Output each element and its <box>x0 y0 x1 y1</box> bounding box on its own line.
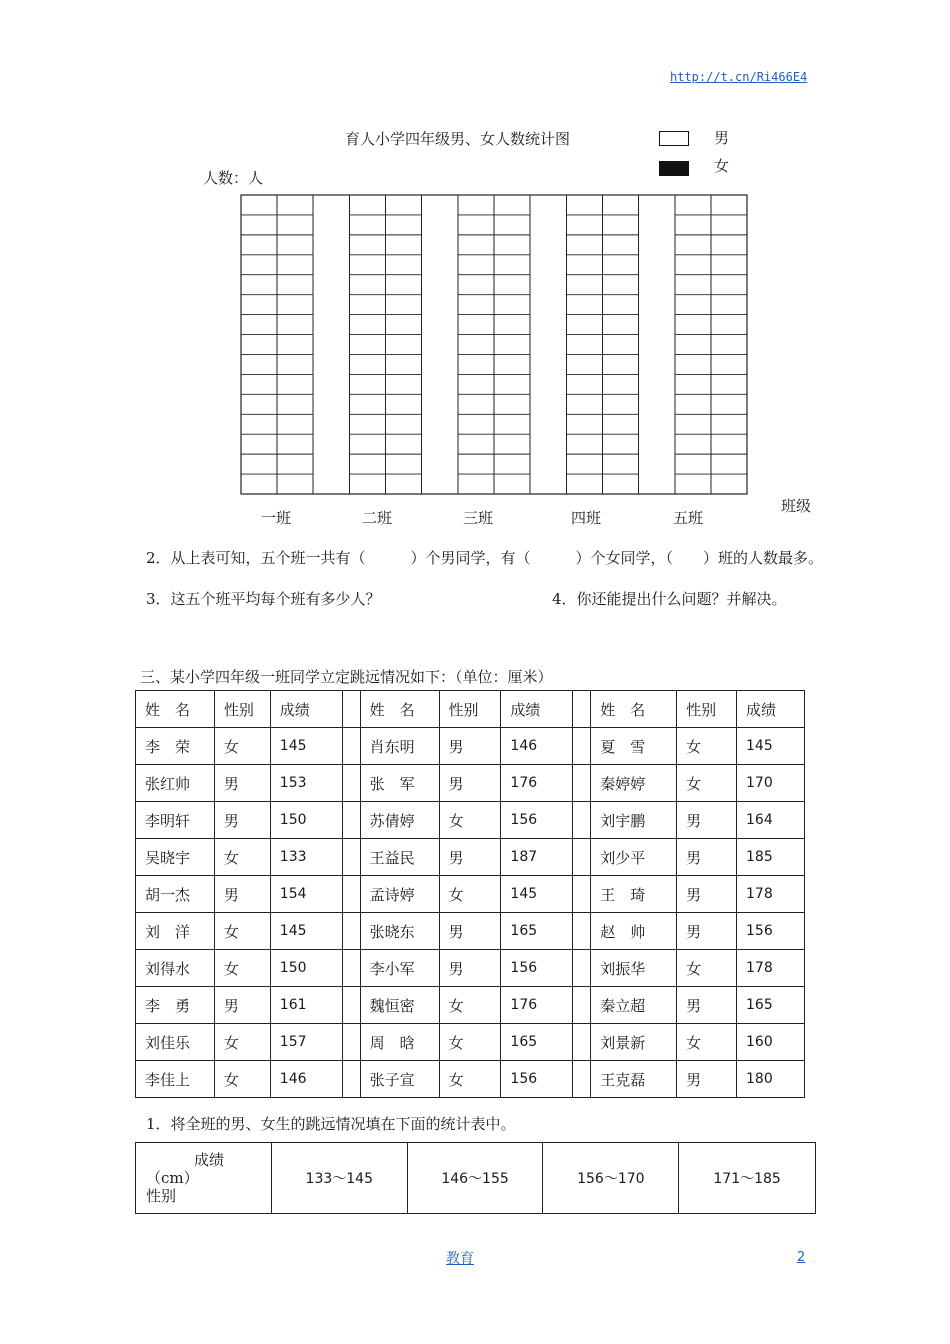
section-3-title: 三、某小学四年级一班同学立定跳远情况如下：（单位：厘米） <box>140 668 553 686</box>
student-name: 夏 雪 <box>591 728 677 765</box>
student-gender: 女 <box>214 1024 270 1061</box>
student-gender: 男 <box>439 913 501 950</box>
student-name: 张晓东 <box>360 913 439 950</box>
student-gender: 女 <box>677 728 737 765</box>
student-gender: 男 <box>214 802 270 839</box>
student-name: 李明轩 <box>136 802 215 839</box>
student-gender: 女 <box>214 950 270 987</box>
student-score: 145 <box>501 876 573 913</box>
student-score: 145 <box>270 728 342 765</box>
student-score: 164 <box>737 802 805 839</box>
range-cell-2: 146～155 <box>407 1143 543 1214</box>
student-gender: 女 <box>439 987 501 1024</box>
column-gap <box>573 839 591 876</box>
legend-female-label: 女 <box>714 157 730 175</box>
student-score: 161 <box>270 987 342 1024</box>
student-score: 157 <box>270 1024 342 1061</box>
column-gap <box>342 802 360 839</box>
student-score: 156 <box>501 1061 573 1098</box>
stat-table-row <box>136 1143 816 1214</box>
student-name: 李小军 <box>360 950 439 987</box>
header-gender: 性别 <box>214 691 270 728</box>
column-gap <box>342 1061 360 1098</box>
student-gender: 男 <box>677 1061 737 1098</box>
column-gap <box>573 802 591 839</box>
stat-corner-cell <box>136 1143 272 1214</box>
student-name: 赵 帅 <box>591 913 677 950</box>
student-gender: 男 <box>214 876 270 913</box>
column-gap <box>573 987 591 1024</box>
jump-results-table <box>135 690 805 1098</box>
student-name: 苏倩婷 <box>360 802 439 839</box>
table-row <box>136 728 805 765</box>
student-gender: 女 <box>214 839 270 876</box>
student-gender: 女 <box>439 802 501 839</box>
student-score: 187 <box>501 839 573 876</box>
range-cell-4: 171～185 <box>679 1143 816 1214</box>
student-gender: 女 <box>214 913 270 950</box>
student-name: 李 勇 <box>136 987 215 1024</box>
student-score: 160 <box>737 1024 805 1061</box>
column-gap <box>342 913 360 950</box>
student-gender: 男 <box>677 802 737 839</box>
student-gender: 女 <box>677 1024 737 1061</box>
student-name: 秦婷婷 <box>591 765 677 802</box>
student-gender: 女 <box>439 876 501 913</box>
student-gender: 男 <box>214 765 270 802</box>
table-row <box>136 839 805 876</box>
student-name: 周 晗 <box>360 1024 439 1061</box>
student-score: 156 <box>501 950 573 987</box>
header-score: 成绩 <box>270 691 342 728</box>
legend-female-swatch <box>659 161 689 176</box>
student-name: 张子宣 <box>360 1061 439 1098</box>
student-score: 150 <box>270 802 342 839</box>
table-header-row <box>136 691 805 728</box>
header-score: 成绩 <box>737 691 805 728</box>
header-name: 姓 名 <box>360 691 439 728</box>
table-row <box>136 876 805 913</box>
student-score: 153 <box>270 765 342 802</box>
student-score: 176 <box>501 987 573 1024</box>
student-name: 张 军 <box>360 765 439 802</box>
column-gap <box>342 728 360 765</box>
student-name: 刘振华 <box>591 950 677 987</box>
question-3: 3．这五个班平均每个班有多少人？ <box>146 590 381 608</box>
table-row <box>136 987 805 1024</box>
column-gap <box>573 950 591 987</box>
student-gender: 男 <box>439 839 501 876</box>
student-score: 156 <box>501 802 573 839</box>
student-gender: 男 <box>439 765 501 802</box>
question-4: 4．你还能提出什么问题？并解决。 <box>552 590 787 608</box>
student-name: 魏恒密 <box>360 987 439 1024</box>
student-gender: 女 <box>214 728 270 765</box>
student-score: 145 <box>737 728 805 765</box>
student-name: 吴晓宇 <box>136 839 215 876</box>
header-score: 成绩 <box>501 691 573 728</box>
student-name: 王克磊 <box>591 1061 677 1098</box>
column-gap <box>573 1061 591 1098</box>
column-gap <box>573 1024 591 1061</box>
student-name: 肖东明 <box>360 728 439 765</box>
column-gap <box>342 839 360 876</box>
corner-unit-label: （cm） <box>146 1169 199 1187</box>
student-name: 刘少平 <box>591 839 677 876</box>
student-score: 185 <box>737 839 805 876</box>
student-gender: 男 <box>439 728 501 765</box>
student-score: 170 <box>737 765 805 802</box>
table-row <box>136 765 805 802</box>
chart-grid <box>240 194 752 498</box>
student-name: 刘宇鹏 <box>591 802 677 839</box>
student-score: 180 <box>737 1061 805 1098</box>
table-row <box>136 913 805 950</box>
column-gap <box>342 691 360 728</box>
table-row <box>136 950 805 987</box>
student-score: 178 <box>737 950 805 987</box>
column-gap <box>342 765 360 802</box>
footer-edu-link[interactable]: 教育 <box>446 1251 474 1267</box>
student-score: 150 <box>270 950 342 987</box>
student-score: 178 <box>737 876 805 913</box>
chart-title: 育人小学四年级男、女人数统计图 <box>345 130 571 148</box>
legend-male-label: 男 <box>714 129 730 147</box>
student-score: 154 <box>270 876 342 913</box>
range-cell-1: 133～145 <box>271 1143 407 1214</box>
page-number: 2 <box>797 1250 806 1265</box>
column-gap <box>573 913 591 950</box>
student-gender: 男 <box>677 987 737 1024</box>
table-row <box>136 1061 805 1098</box>
x-axis-title: 班级 <box>781 497 812 515</box>
student-score: 145 <box>270 913 342 950</box>
corner-score-label: 成绩 <box>194 1151 225 1169</box>
student-gender: 男 <box>214 987 270 1024</box>
column-gap <box>342 950 360 987</box>
header-name: 姓 名 <box>136 691 215 728</box>
student-name: 刘 洋 <box>136 913 215 950</box>
student-score: 156 <box>737 913 805 950</box>
header-gender: 性别 <box>677 691 737 728</box>
question-2: 2．从上表可知，五个班一共有（ ）个男同学，有（ ）个女同学，（ ）班的人数最多。 <box>146 549 824 567</box>
student-gender: 男 <box>677 876 737 913</box>
header-name: 姓 名 <box>591 691 677 728</box>
student-name: 李 荣 <box>136 728 215 765</box>
student-score: 176 <box>501 765 573 802</box>
student-score: 133 <box>270 839 342 876</box>
student-name: 王 琦 <box>591 876 677 913</box>
student-name: 刘得水 <box>136 950 215 987</box>
student-gender: 男 <box>439 950 501 987</box>
student-name: 李佳上 <box>136 1061 215 1098</box>
student-name: 刘佳乐 <box>136 1024 215 1061</box>
column-gap <box>342 987 360 1024</box>
student-name: 刘景新 <box>591 1024 677 1061</box>
column-gap <box>342 876 360 913</box>
x-tick-label-class3: 三班 <box>463 509 494 527</box>
student-gender: 女 <box>677 765 737 802</box>
student-gender: 男 <box>677 913 737 950</box>
student-gender: 女 <box>439 1061 501 1098</box>
header-gender: 性别 <box>439 691 501 728</box>
x-tick-label-class2: 二班 <box>362 509 393 527</box>
student-score: 146 <box>501 728 573 765</box>
table-row <box>136 802 805 839</box>
x-tick-label-class4: 四班 <box>571 509 602 527</box>
question-1: 1．将全班的男、女生的跳远情况填在下面的统计表中。 <box>146 1115 516 1133</box>
student-gender: 女 <box>677 950 737 987</box>
legend-male-swatch <box>659 131 689 146</box>
range-cell-3: 156～170 <box>543 1143 679 1214</box>
student-gender: 男 <box>677 839 737 876</box>
student-gender: 女 <box>439 1024 501 1061</box>
x-tick-label-class1: 一班 <box>261 509 292 527</box>
student-score: 165 <box>501 913 573 950</box>
column-gap <box>573 691 591 728</box>
column-gap <box>573 728 591 765</box>
student-score: 146 <box>270 1061 342 1098</box>
column-gap <box>573 876 591 913</box>
student-name: 孟诗婷 <box>360 876 439 913</box>
student-name: 张红帅 <box>136 765 215 802</box>
stat-table <box>135 1142 816 1214</box>
column-gap <box>573 765 591 802</box>
x-tick-label-class5: 五班 <box>673 509 704 527</box>
student-score: 165 <box>737 987 805 1024</box>
header-url-link[interactable]: http://t.cn/Ri466E4 <box>670 70 808 84</box>
table-row <box>136 1024 805 1061</box>
column-gap <box>342 1024 360 1061</box>
student-name: 王益民 <box>360 839 439 876</box>
student-name: 胡一杰 <box>136 876 215 913</box>
student-name: 秦立超 <box>591 987 677 1024</box>
y-axis-label: 人数：人 <box>203 169 264 187</box>
student-score: 165 <box>501 1024 573 1061</box>
corner-gender-label: 性别 <box>146 1187 177 1205</box>
student-gender: 女 <box>214 1061 270 1098</box>
